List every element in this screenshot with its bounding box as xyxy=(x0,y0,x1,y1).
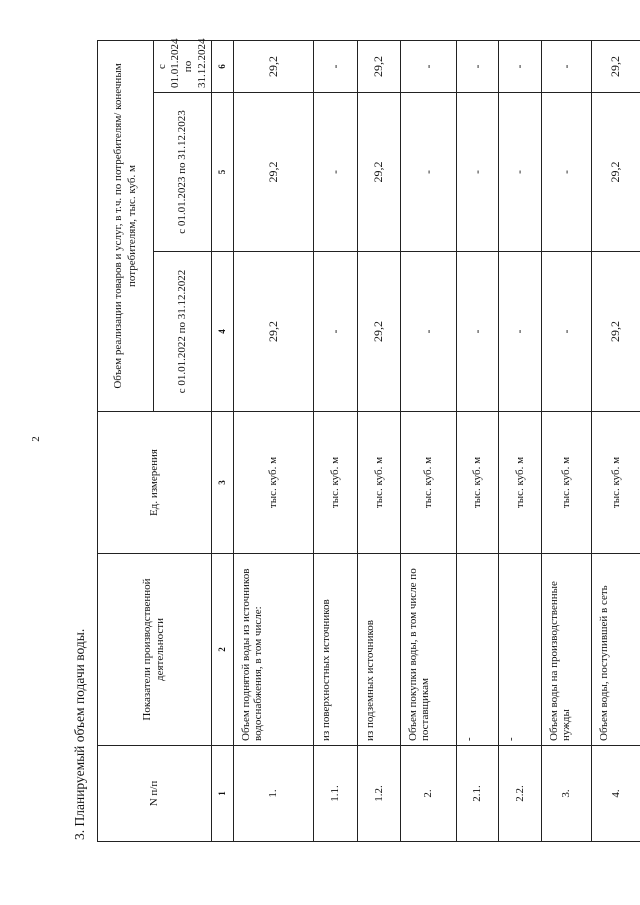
row-number: 2. xyxy=(400,746,456,842)
header-row-1 xyxy=(98,40,154,841)
rotated-table-wrapper xyxy=(97,38,623,842)
row-value-2024: - xyxy=(313,40,357,92)
table-row xyxy=(313,40,357,841)
row-value-2024: - xyxy=(456,40,498,92)
row-value-2023: - xyxy=(541,93,591,252)
row-value-2022: - xyxy=(456,252,498,412)
table-row xyxy=(400,40,456,841)
page-number: 2 xyxy=(29,436,42,442)
table-row xyxy=(456,40,498,841)
row-value-2022: - xyxy=(400,252,456,412)
row-value-2023: 29,2 xyxy=(233,93,313,252)
row-value-2022: - xyxy=(498,252,541,412)
column-number: 4 xyxy=(211,252,233,412)
row-value-2022: - xyxy=(313,252,357,412)
column-number: 3 xyxy=(211,412,233,554)
header-indicator: Показатели производственной деятельности xyxy=(98,554,212,746)
row-value-2024: 29,2 xyxy=(233,40,313,92)
header-period-2024: с 01.01.2024 по 31.12.2024 xyxy=(154,40,212,92)
row-value-2023: - xyxy=(313,93,357,252)
table-row xyxy=(357,40,400,841)
row-value-2024: - xyxy=(400,40,456,92)
row-indicator: Объем воды, поступившей в сеть xyxy=(591,554,640,746)
column-number: 1 xyxy=(211,746,233,842)
row-value-2024: - xyxy=(498,40,541,92)
row-indicator: Объем воды на производственные нужды xyxy=(541,554,591,746)
row-indicator: из поверхностных источников xyxy=(313,554,357,746)
water-supply-table xyxy=(97,40,640,842)
row-number: 3. xyxy=(541,746,591,842)
row-unit: тыс. куб. м xyxy=(233,412,313,554)
row-value-2022: 29,2 xyxy=(233,252,313,412)
column-number: 5 xyxy=(211,93,233,252)
row-unit: тыс. куб. м xyxy=(541,412,591,554)
row-value-2023: - xyxy=(400,93,456,252)
header-number: N п/п xyxy=(98,746,212,842)
row-value-2022: 29,2 xyxy=(591,252,640,412)
row-value-2023: - xyxy=(456,93,498,252)
row-value-2024: - xyxy=(541,40,591,92)
row-unit: тыс. куб. м xyxy=(591,412,640,554)
row-number: 2.2. xyxy=(498,746,541,842)
row-indicator: Объем покупки воды, в том числе по поставщикам xyxy=(400,554,456,746)
row-unit: тыс. куб. м xyxy=(456,412,498,554)
row-number: 4. xyxy=(591,746,640,842)
row-unit: тыс. куб. м xyxy=(313,412,357,554)
column-numbers-row xyxy=(211,40,233,841)
row-value-2022: 29,2 xyxy=(357,252,400,412)
row-number: 1. xyxy=(233,746,313,842)
column-number: 2 xyxy=(211,554,233,746)
row-value-2023: - xyxy=(498,93,541,252)
table-row xyxy=(233,40,313,841)
row-unit: тыс. куб. м xyxy=(357,412,400,554)
row-indicator: - xyxy=(498,554,541,746)
row-value-2022: - xyxy=(541,252,591,412)
row-number: 1.2. xyxy=(357,746,400,842)
section-heading: 3. Планируемый объем подачи воды. xyxy=(72,628,87,840)
row-value-2024: 29,2 xyxy=(591,40,640,92)
row-number: 2.1. xyxy=(456,746,498,842)
row-value-2023: 29,2 xyxy=(591,93,640,252)
row-value-2023: 29,2 xyxy=(357,93,400,252)
row-indicator: - xyxy=(456,554,498,746)
column-number: 6 xyxy=(211,40,233,92)
table-row xyxy=(541,40,591,841)
row-value-2024: 29,2 xyxy=(357,40,400,92)
row-number: 1.1. xyxy=(313,746,357,842)
row-indicator: Объем поднятой воды из источников водоснабжения, в том числе: xyxy=(233,554,313,746)
header-unit: Ед. измерения xyxy=(98,412,212,554)
header-sales-volume: Объем реализации товаров и услуг, в т.ч. по потребителям/ конечным потребителям, тыс. куб. м xyxy=(98,40,154,411)
row-unit: тыс. куб. м xyxy=(498,412,541,554)
row-unit: тыс. куб. м xyxy=(400,412,456,554)
header-period-2022: с 01.01.2022 по 31.12.2022 xyxy=(154,252,212,412)
header-period-2023: с 01.01.2023 по 31.12.2023 xyxy=(154,93,212,252)
table-row xyxy=(591,40,640,841)
row-indicator: из подземных источников xyxy=(357,554,400,746)
table-row xyxy=(498,40,541,841)
